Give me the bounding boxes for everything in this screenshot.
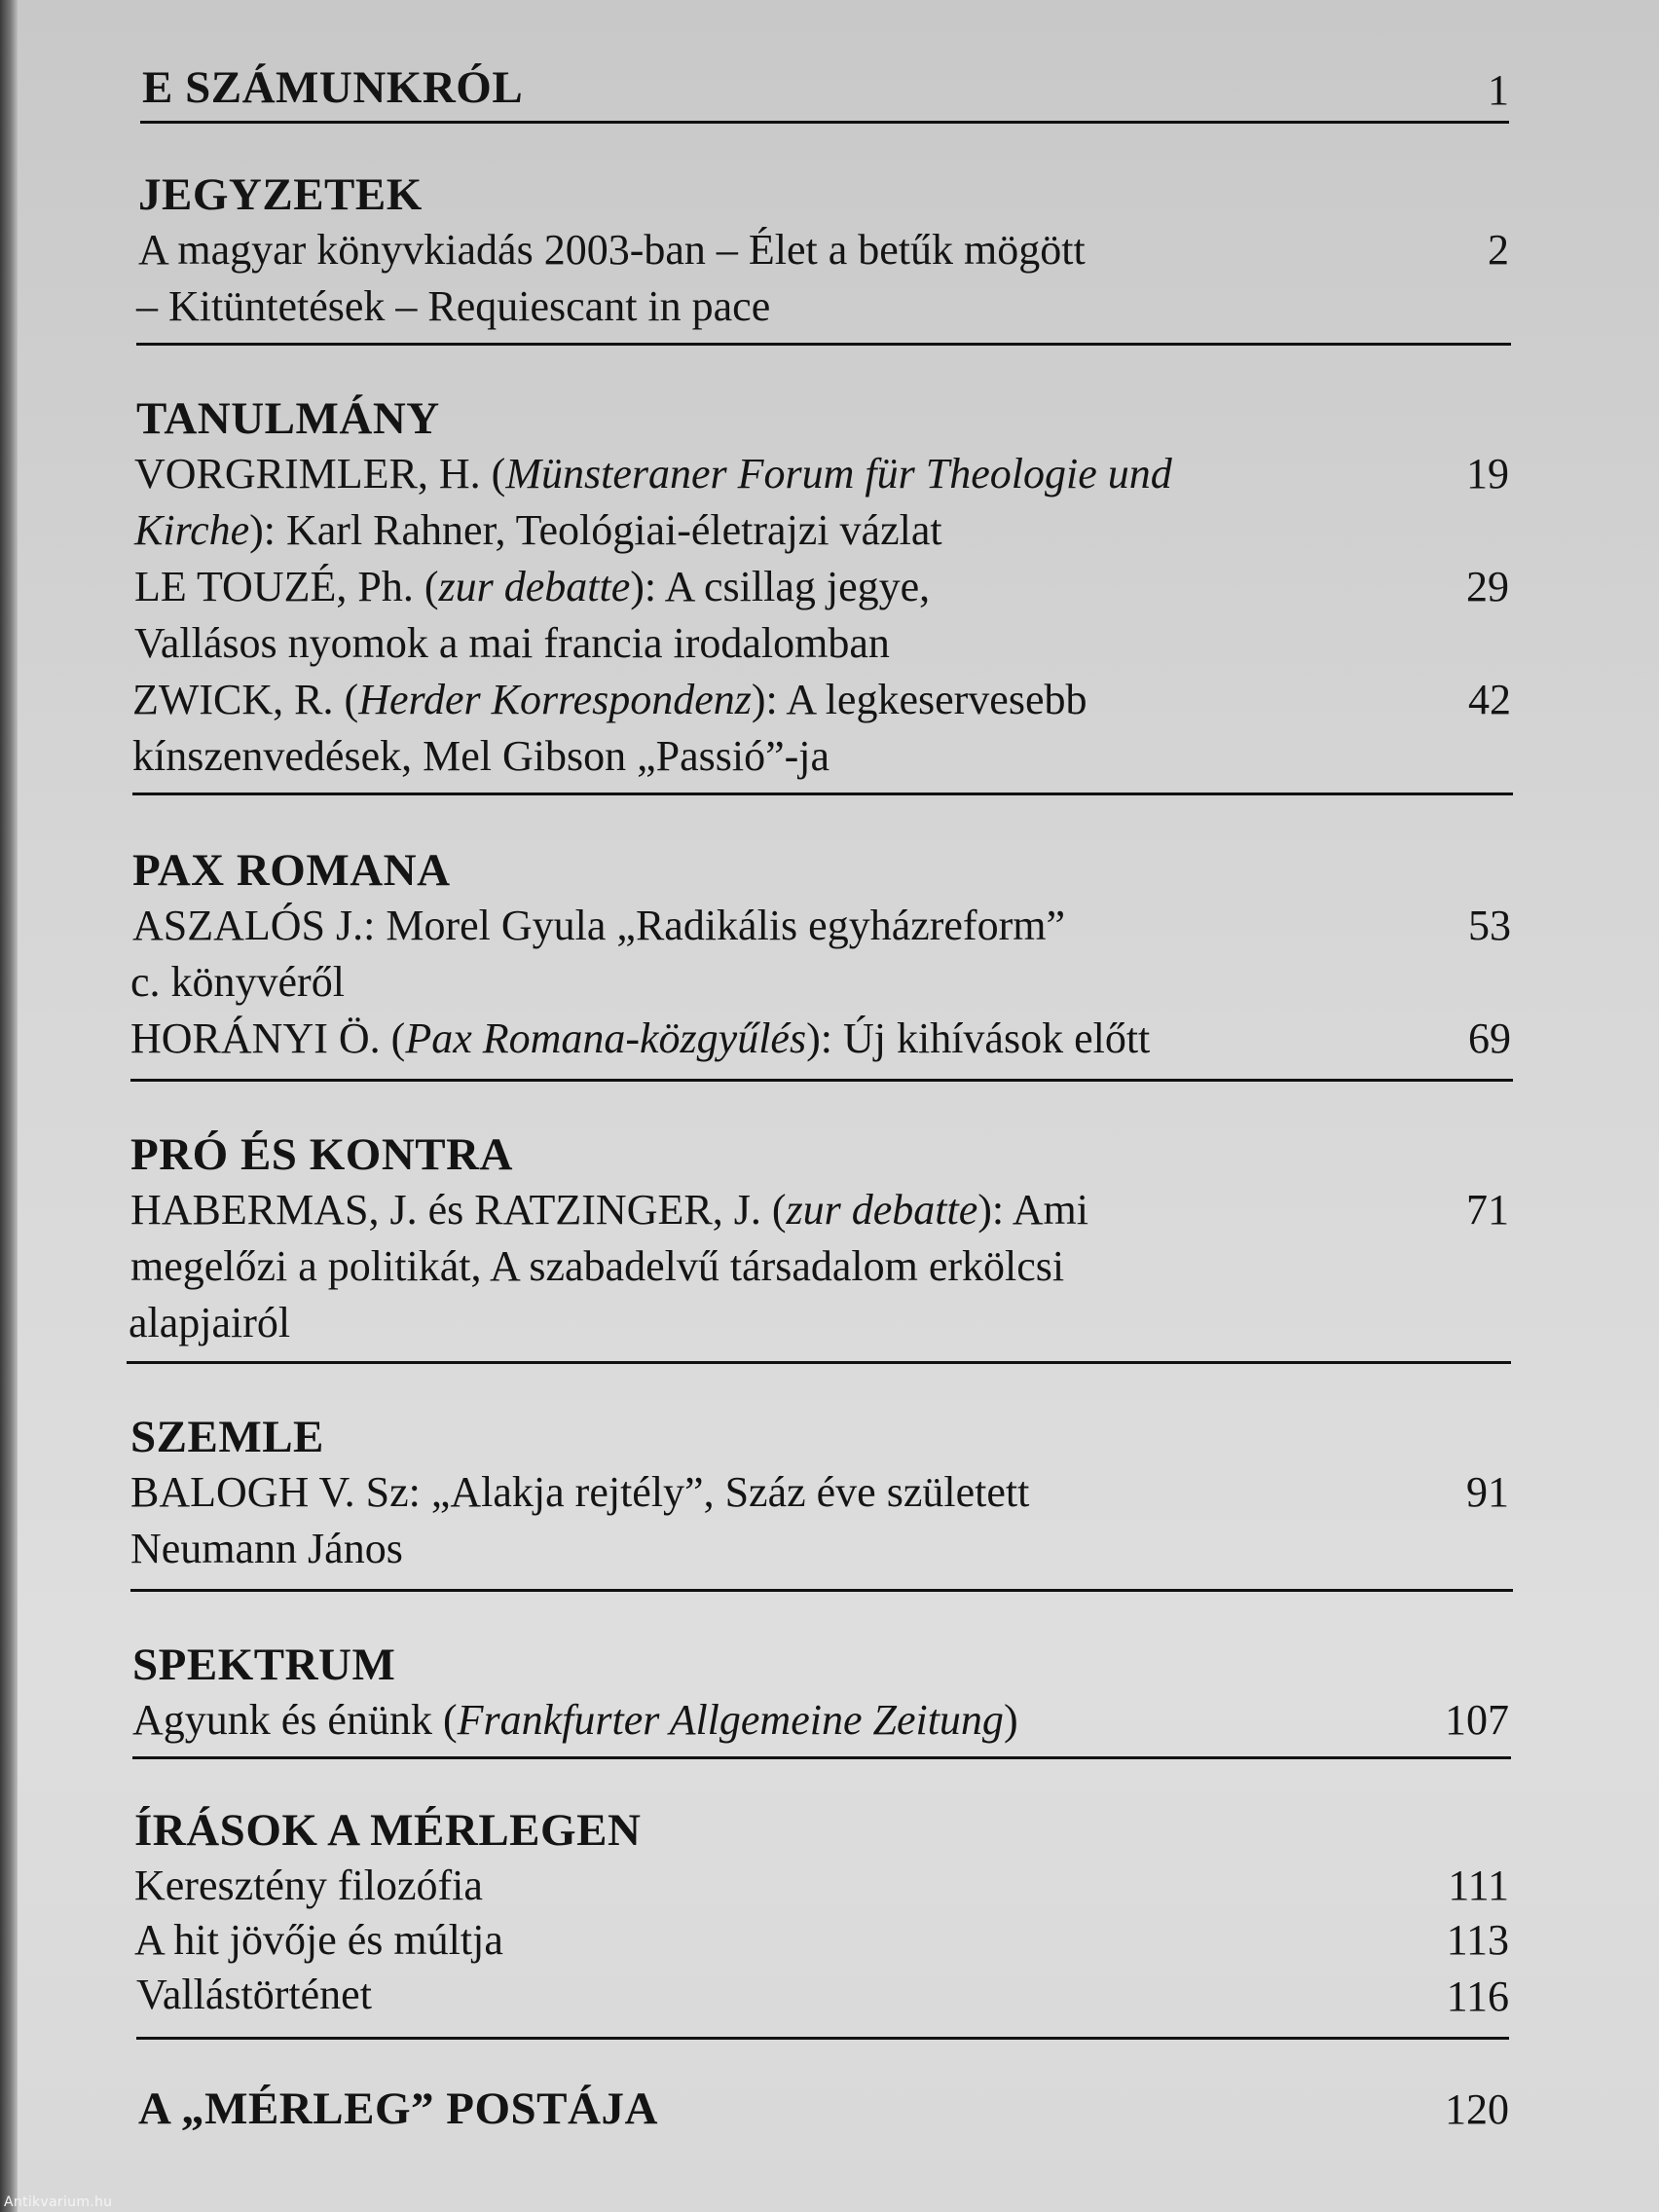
page-number: 1 bbox=[1488, 66, 1509, 114]
entry-text: Neumann János bbox=[130, 1525, 403, 1572]
entry-text: – Kitüntetések – Requiescant in pace bbox=[136, 282, 771, 330]
divider bbox=[127, 1361, 1511, 1364]
page-number: 19 bbox=[1466, 450, 1509, 498]
divider bbox=[130, 1079, 1513, 1082]
divider bbox=[132, 1756, 1511, 1759]
entry-text: Vallástörténet bbox=[136, 1971, 372, 2018]
page-number: 107 bbox=[1445, 1696, 1509, 1744]
entry-text: megelőzi a politikát, A szabadelvű társadalom erkölcsi bbox=[130, 1242, 1065, 1290]
divider bbox=[136, 343, 1511, 346]
entry-text: alapjairól bbox=[129, 1299, 291, 1346]
entry-text: kínszenvedések, Mel Gibson „Passió”-ja bbox=[132, 732, 830, 780]
entry-text: Kirche): Karl Rahner, Teológiai-életrajzi vázlat bbox=[134, 506, 942, 554]
page-number: 53 bbox=[1468, 902, 1511, 949]
divider bbox=[136, 2037, 1509, 2040]
divider bbox=[132, 793, 1513, 795]
page-number: 42 bbox=[1468, 676, 1511, 723]
page-number: 111 bbox=[1448, 1862, 1509, 1909]
entry-text: HABERMAS, J. és RATZINGER, J. (zur debatte): Ami bbox=[130, 1186, 1088, 1234]
page-number: 29 bbox=[1466, 563, 1509, 610]
section-heading: TANULMÁNY bbox=[136, 393, 440, 444]
section-heading: ÍRÁSOK A MÉRLEGEN bbox=[134, 1805, 642, 1856]
page-number: 120 bbox=[1445, 2085, 1509, 2133]
entry-text: A hit jövője és múltja bbox=[134, 1916, 503, 1964]
entry-text: ASZALÓS J.: Morel Gyula „Radikális egyházreform” bbox=[132, 902, 1065, 949]
page-number: 91 bbox=[1466, 1468, 1509, 1516]
entry-text: Vallásos nyomok a mai francia irodalomban bbox=[134, 619, 890, 667]
entry-text: Keresztény filozófia bbox=[134, 1862, 483, 1909]
page-number: 69 bbox=[1468, 1014, 1511, 1062]
entry-text: HORÁNYI Ö. (Pax Romana-közgyűlés): Új kihívások előtt bbox=[130, 1014, 1151, 1062]
section-heading: SPEKTRUM bbox=[132, 1640, 396, 1690]
watermark: Antikvarium.hu bbox=[4, 2194, 113, 2210]
section-heading: A „MÉRLEG” POSTÁJA bbox=[138, 2083, 658, 2134]
divider bbox=[130, 1589, 1513, 1592]
page-number: 71 bbox=[1466, 1186, 1509, 1234]
entry-text: VORGRIMLER, H. (Münsteraner Forum für Theologie und bbox=[134, 450, 1172, 498]
entry-text: c. könyvéről bbox=[130, 958, 345, 1006]
section-heading: SZEMLE bbox=[130, 1412, 324, 1462]
section-heading: JEGYZETEK bbox=[138, 169, 423, 220]
divider bbox=[140, 121, 1509, 124]
page-number: 116 bbox=[1446, 1972, 1509, 2020]
section-heading: PRÓ ÉS KONTRA bbox=[130, 1129, 513, 1180]
entry-text: BALOGH V. Sz: „Alakja rejtély”, Száz éve született bbox=[130, 1468, 1030, 1516]
page-number: 113 bbox=[1446, 1916, 1509, 1964]
entry-text: Agyunk és énünk (Frankfurter Allgemeine Zeitung) bbox=[132, 1696, 1018, 1744]
entry-text: LE TOUZÉ, Ph. (zur debatte): A csillag jegye, bbox=[134, 563, 931, 610]
page-number: 2 bbox=[1488, 226, 1509, 274]
section-heading: E SZÁMUNKRÓL bbox=[142, 62, 524, 113]
section-heading: PAX ROMANA bbox=[132, 845, 451, 896]
entry-text: ZWICK, R. (Herder Korrespondenz): A legkeservesebb bbox=[132, 676, 1088, 723]
entry-text: A magyar könyvkiadás 2003-ban – Élet a betűk mögött bbox=[138, 226, 1086, 274]
